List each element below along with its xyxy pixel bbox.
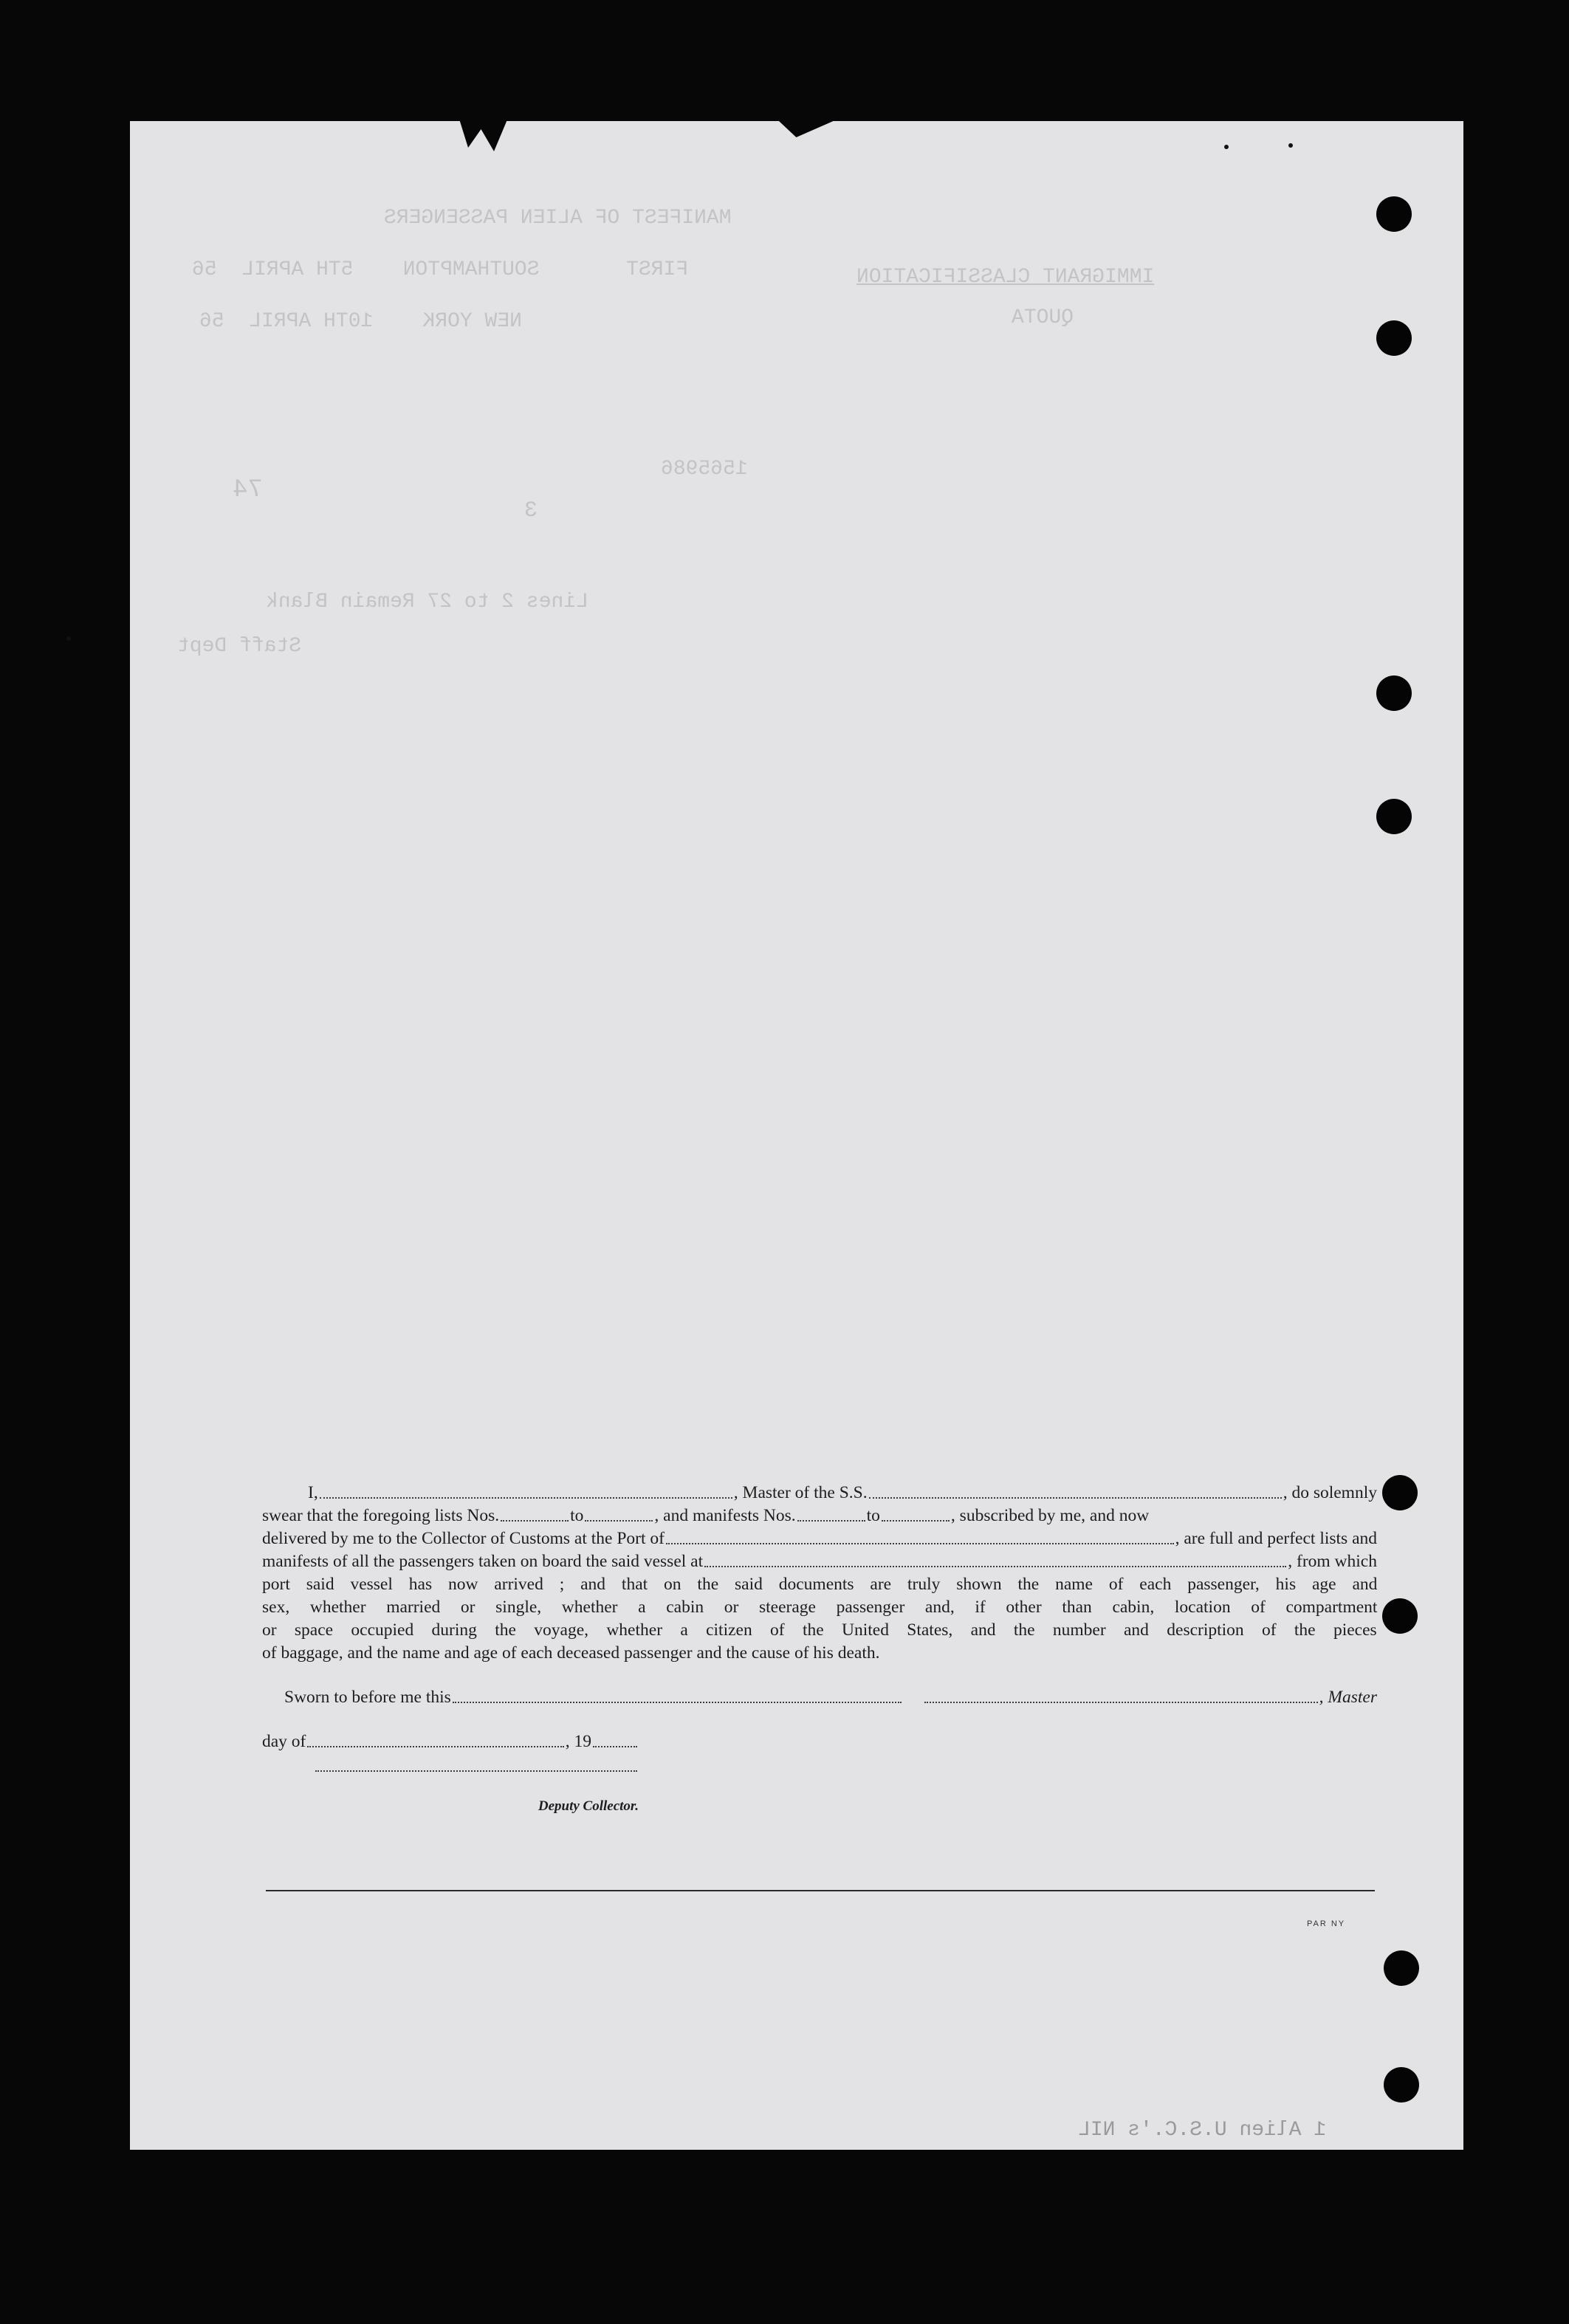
oath-line-4 [262,1550,1377,1573]
oath-line-2 [262,1505,1377,1527]
sworn-row [284,1688,903,1708]
oath-text: , subscribed by me, and now [950,1506,1150,1525]
oath-line-8 [262,1642,1377,1665]
master-signature-row [923,1688,1377,1708]
year-label: , 19 [565,1732,591,1751]
oath-text: to [866,1506,880,1525]
oath-text: to [570,1506,584,1525]
bleed-header-3: NEW YORK 10TH APRIL 56 [199,310,522,333]
oath-text: delivered by me to the Collector of Customs at the Port of [262,1529,665,1548]
blank-list-from [501,1505,569,1522]
day-of-label: day of [262,1732,306,1751]
dust-speck [1224,145,1229,149]
bleed-num-74: 74 [233,476,263,504]
blank-deputy-signature [315,1770,637,1772]
sworn-label: Sworn to before me this [284,1688,451,1707]
oath-line-7 [262,1619,1377,1642]
bleed-foot: 1 Alien U.S.C.'s NIL [1078,2119,1327,2142]
oath-text: , do solemnly [1283,1483,1377,1502]
blank-sworn-day [453,1702,902,1703]
oath-text: , from which [1288,1552,1377,1571]
punch-hole [1376,196,1412,232]
deputy-line-row [314,1770,639,1776]
oath-text: manifests of all the passengers taken on board the said vessel at [262,1552,704,1571]
blank-list-to [585,1505,653,1522]
oath-text: I, [308,1483,318,1502]
punch-hole [1382,1475,1418,1510]
oath-text: , Master of the S.S. [733,1483,868,1502]
bleed-header-1: MANIFEST OF ALIEN PASSENGERS [384,207,732,230]
blank-manifest-from [797,1505,865,1522]
blank-manifest-to [882,1505,950,1522]
dust-speck [66,636,71,641]
oath-text: , and manifests Nos. [654,1506,796,1525]
bleed-stamp: IMMIGRANT CLASSIFICATION [856,266,1155,289]
punch-hole [1384,2067,1419,2103]
bleed-code: 1565986 [661,458,748,481]
oath-line-5 [262,1573,1377,1596]
oath-line-1 [262,1482,1377,1505]
blank-month [307,1746,563,1747]
blank-master-name [320,1482,732,1499]
blank-year [593,1746,637,1747]
bleed-header-2: FIRST SOUTHAMPTON 5TH APRIL 56 [192,258,689,281]
blank-vessel-name [869,1482,1282,1499]
punch-hole [1384,1950,1419,1986]
bottom-rule [266,1890,1375,1891]
master-label: , Master [1319,1688,1377,1707]
oath-line-6 [262,1596,1377,1619]
bleed-stamp-2: QUOTA [1012,306,1074,329]
punch-hole [1382,1598,1418,1634]
master-oath [262,1482,1377,1665]
day-of-row [262,1732,639,1752]
bleed-lines-note-2: Staff Dept [177,635,302,658]
oath-text: or space occupied during the voyage, whether a citizen of the United States, and the number and description of the pieces [262,1620,1377,1640]
deputy-collector-label: Deputy Collector. [538,1798,639,1814]
bleed-lines-note: Lines 2 to 27 Remain Blank [266,591,588,613]
manifest-page [130,121,1463,2150]
punch-hole [1376,675,1412,711]
oath-text: port said vessel has now arrived ; and that on the said documents are truly shown the name of each passenger, his age and [262,1575,1378,1594]
oath-text: , are full and perfect lists and [1175,1529,1377,1548]
oath-line-3 [262,1527,1377,1550]
blank-port-of-embarkation [704,1550,1286,1567]
printer-mark: PAR NY [1307,1919,1346,1928]
punch-hole [1376,799,1412,834]
bleed-num-3: 3 [524,498,538,523]
oath-text: swear that the foregoing lists Nos. [262,1506,500,1525]
dust-speck [1288,143,1293,148]
blank-port [666,1527,1174,1544]
blank-master-signature [924,1702,1318,1703]
oath-text: of baggage, and the name and age of each deceased passenger and the cause of his death. [262,1643,880,1663]
deputy-row [484,1798,639,1815]
punch-hole [1376,320,1412,356]
oath-text: sex, whether married or single, whether a cabin or steerage passenger and, if other than cabin, location of compartment [262,1598,1378,1617]
